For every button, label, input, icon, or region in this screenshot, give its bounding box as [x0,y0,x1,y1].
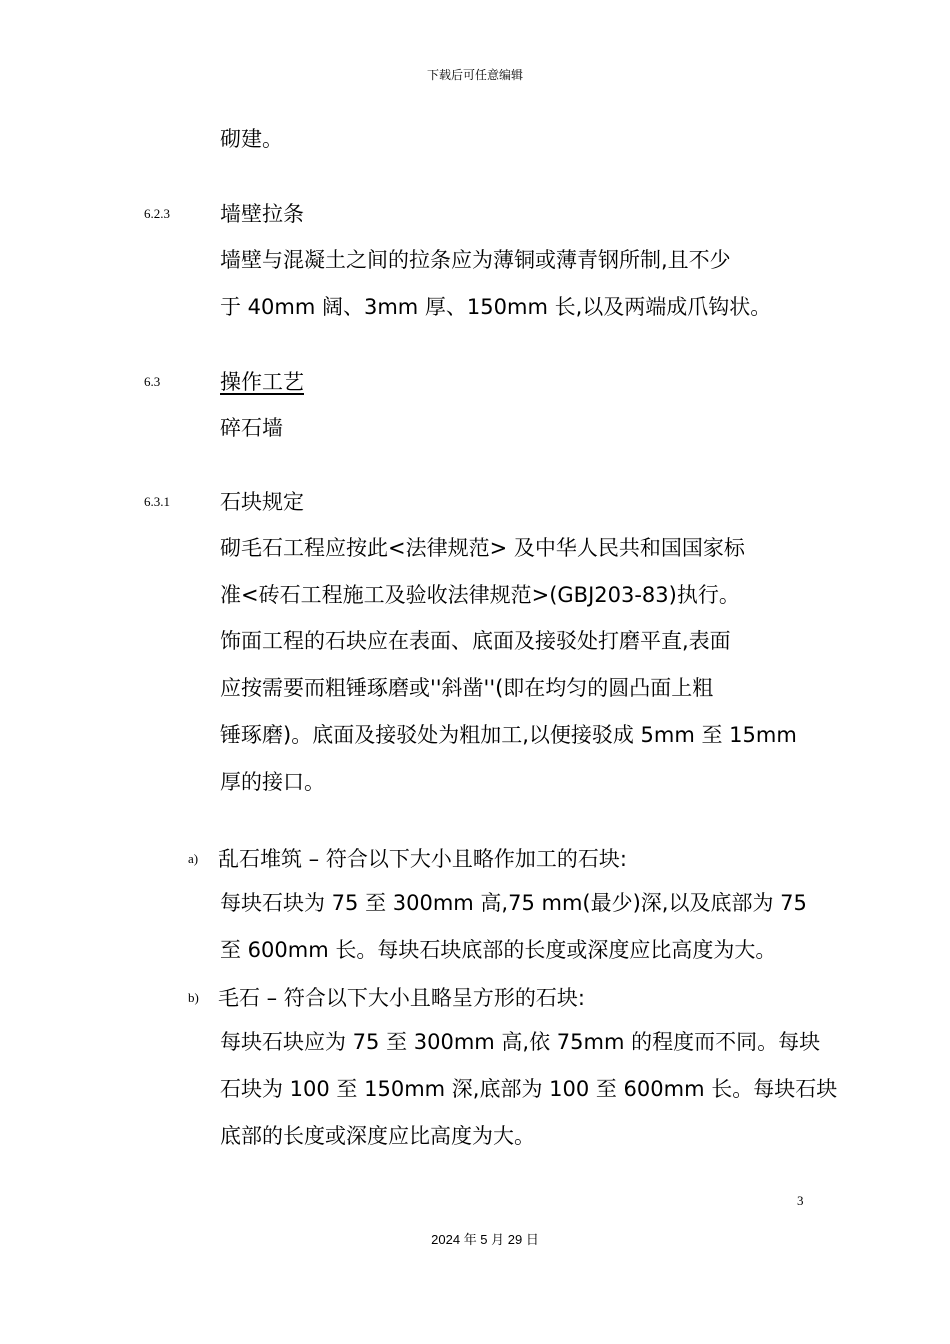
footer-date: 2024 年 5 月 29 日 [431,1232,539,1247]
body-line: 厚的接口。 [220,770,325,794]
list-marker-b: b) [188,990,199,1005]
body-line: 每块石块应为 75 至 300mm 高,依 75mm 的程度而不同。每块 [220,1030,821,1054]
body-line: 砌毛石工程应按此<法律规范> 及中华人民共和国国家标 [220,536,745,560]
section-number: 6.3.1 [144,494,170,509]
list-item-b: 毛石 – 符合以下大小且略呈方形的石块: [218,986,585,1010]
body-line: 锤琢磨)。底面及接驳处为粗加工,以便接驳成 5mm 至 15mm [220,723,797,747]
page-number: 3 [797,1193,804,1208]
body-line: 饰面工程的石块应在表面、底面及接驳处打磨平直,表面 [220,629,731,653]
body-line: 应按需要而粗锤琢磨或''斜凿''(即在均匀的圆凸面上粗 [220,676,714,700]
body-line: 石块为 100 至 150mm 深,底部为 100 至 600mm 长。每块石块 [220,1077,838,1101]
body-line: 至 600mm 长。每块石块底部的长度或深度应比高度为大。 [220,938,777,962]
body-line: 每块石块为 75 至 300mm 高,75 mm(最少)深,以及底部为 75 [220,891,807,915]
list-item-a: 乱石堆筑 – 符合以下大小且略作加工的石块: [218,847,627,871]
section-title: 操作工艺 [220,370,304,394]
body-line: 底部的长度或深度应比高度为大。 [220,1124,535,1148]
body-line: 准<砖石工程施工及验收法律规范>(GBJ203-83)执行。 [220,583,740,607]
body-line: 砌建。 [220,127,283,151]
body-line: 于 40mm 阔、3mm 厚、150mm 长,以及两端成爪钩状。 [220,295,772,319]
section-title: 石块规定 [220,490,304,514]
section-title: 墙壁拉条 [220,202,304,226]
body-line: 墙壁与混凝土之间的拉条应为薄铜或薄青钢所制,且不少 [220,248,731,272]
page-header: 下载后可任意编辑 [426,68,523,82]
body-line: 碎石墙 [220,416,283,440]
section-number: 6.3 [144,374,161,389]
list-marker-a: a) [188,851,199,866]
section-number: 6.2.3 [144,206,170,221]
